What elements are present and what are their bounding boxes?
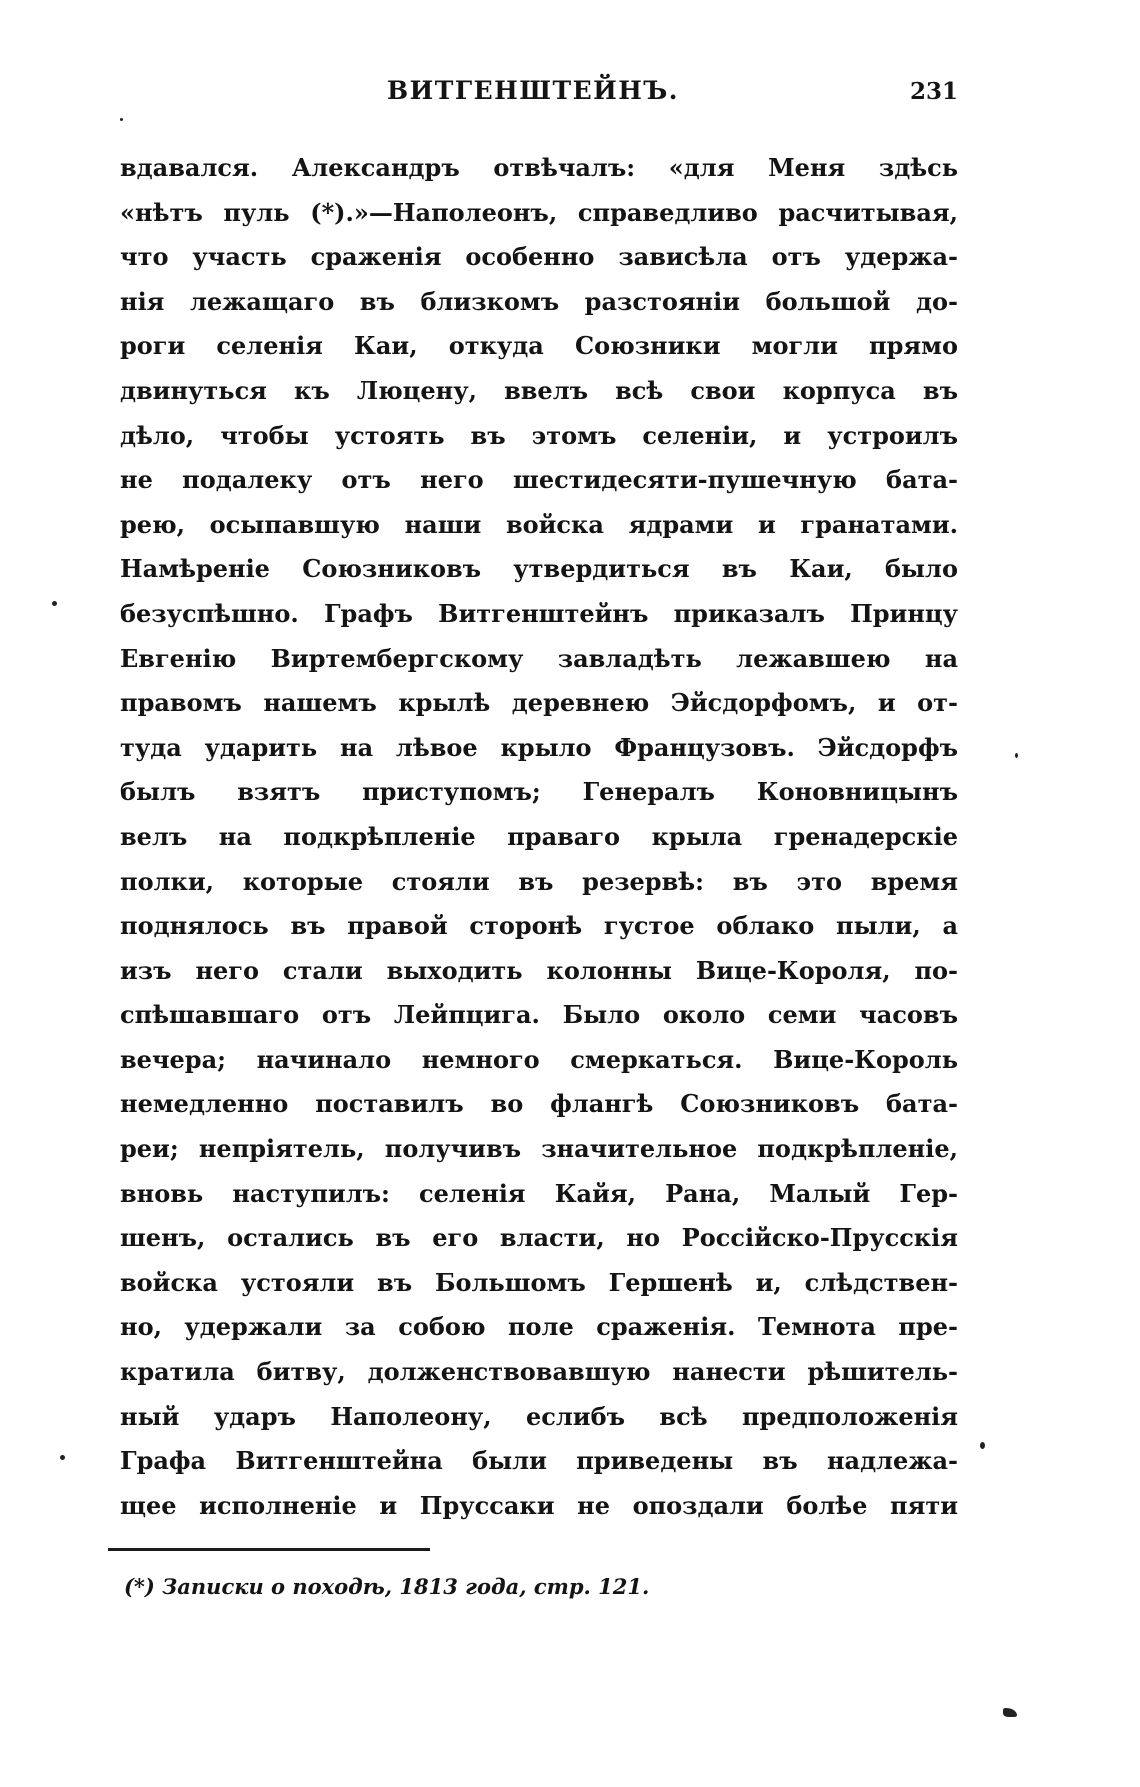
text-line: немедленно поставилъ во флангѣ Союзниковъ бата- bbox=[120, 1089, 958, 1119]
text-line: спѣшавшаго отъ Лейпцига. Было около семи часовъ bbox=[120, 1000, 958, 1030]
text-line: кратила битву, долженствовавшую нанести рѣшитель- bbox=[120, 1357, 958, 1387]
text-line: туда ударить на лѣвое крыло Французовъ. Эйсдорфъ bbox=[120, 732, 958, 762]
text-line: шенъ, остались въ его власти, но Россійско-Прусскія bbox=[120, 1223, 958, 1253]
text-line: Евгенію Виртембергскому завладѣть лежавшею на bbox=[120, 643, 958, 673]
text-line: безуспѣшно. Графъ Витгенштейнъ приказалъ Принцу bbox=[120, 598, 958, 628]
body-text bbox=[120, 146, 958, 1528]
text-line: поднялось въ правой сторонѣ густое облако пыли, а bbox=[120, 911, 958, 941]
footnote-divider bbox=[108, 1548, 430, 1551]
text-line: полки, которые стояли въ резервѣ: въ это время bbox=[120, 866, 958, 896]
scan-speck bbox=[1003, 1708, 1017, 1717]
footnote: (*) Записки о походѣ, 1813 года, стр. 121. bbox=[124, 1574, 650, 1599]
text-line: реи; непріятель, получивъ значительное подкрѣпленіе, bbox=[120, 1134, 958, 1164]
text-line: правомъ нашемъ крылѣ деревнею Эйсдорфомъ, и от- bbox=[120, 688, 958, 718]
scan-speck bbox=[980, 1442, 985, 1449]
text-line: ный ударъ Наполеону, еслибъ всѣ предположенія bbox=[120, 1401, 958, 1431]
text-line: что участь сраженія особенно зависѣла отъ удержа- bbox=[120, 242, 958, 272]
text-line: роги селенія Каи, откуда Союзники могли прямо bbox=[120, 331, 958, 361]
scan-speck bbox=[1015, 753, 1018, 758]
text-line: но, удержали за собою поле сраженія. Темнота пре- bbox=[120, 1312, 958, 1342]
text-line: вдавался. Александръ отвѣчалъ: «для Меня здѣсь bbox=[120, 153, 958, 182]
scan-speck bbox=[120, 118, 123, 121]
text-line: Графа Витгенштейна были приведены въ надлежа- bbox=[120, 1446, 958, 1476]
scan-speck bbox=[52, 601, 57, 606]
text-line: щее исполненіе и Пруссаки не опоздали болѣе пяти bbox=[120, 1490, 958, 1520]
text-line: нія лежащаго въ близкомъ разстояніи большой до- bbox=[120, 286, 958, 316]
text-line: «нѣтъ пуль (*).»—Наполеонъ, справедливо расчитывая, bbox=[120, 197, 958, 227]
text-line: велъ на подкрѣпленіе праваго крыла гренадерскіе bbox=[120, 821, 958, 851]
running-title: ВИТГЕНШТЕЙНЪ. bbox=[386, 76, 679, 105]
text-line: изъ него стали выходить колонны Вице-Короля, по- bbox=[120, 955, 958, 985]
text-line: двинуться къ Люцену, ввелъ всѣ свои корпуса въ bbox=[120, 375, 958, 405]
text-line: Намѣреніе Союзниковъ утвердиться въ Каи, было bbox=[120, 554, 958, 584]
scan-speck bbox=[60, 1455, 65, 1460]
text-line: рею, осыпавшую наши войска ядрами и гранатами. bbox=[120, 509, 958, 539]
text-line: дѣло, чтобы устоять въ этомъ селеніи, и устроилъ bbox=[120, 420, 958, 450]
text-line: вечера; начинало немного смеркаться. Вице-Король bbox=[120, 1044, 958, 1074]
text-line: вновь наступилъ: селенія Кайя, Рана, Малый Гер- bbox=[120, 1178, 958, 1208]
text-line: былъ взятъ приступомъ; Генералъ Коновницынъ bbox=[120, 777, 958, 807]
page-number: 231 bbox=[909, 78, 958, 105]
running-head bbox=[108, 76, 958, 116]
text-line: не подалеку отъ него шестидесяти-пушечную бата- bbox=[120, 465, 958, 495]
text-line: войска устояли въ Большомъ Гершенѣ и, слѣдствен- bbox=[120, 1267, 958, 1297]
